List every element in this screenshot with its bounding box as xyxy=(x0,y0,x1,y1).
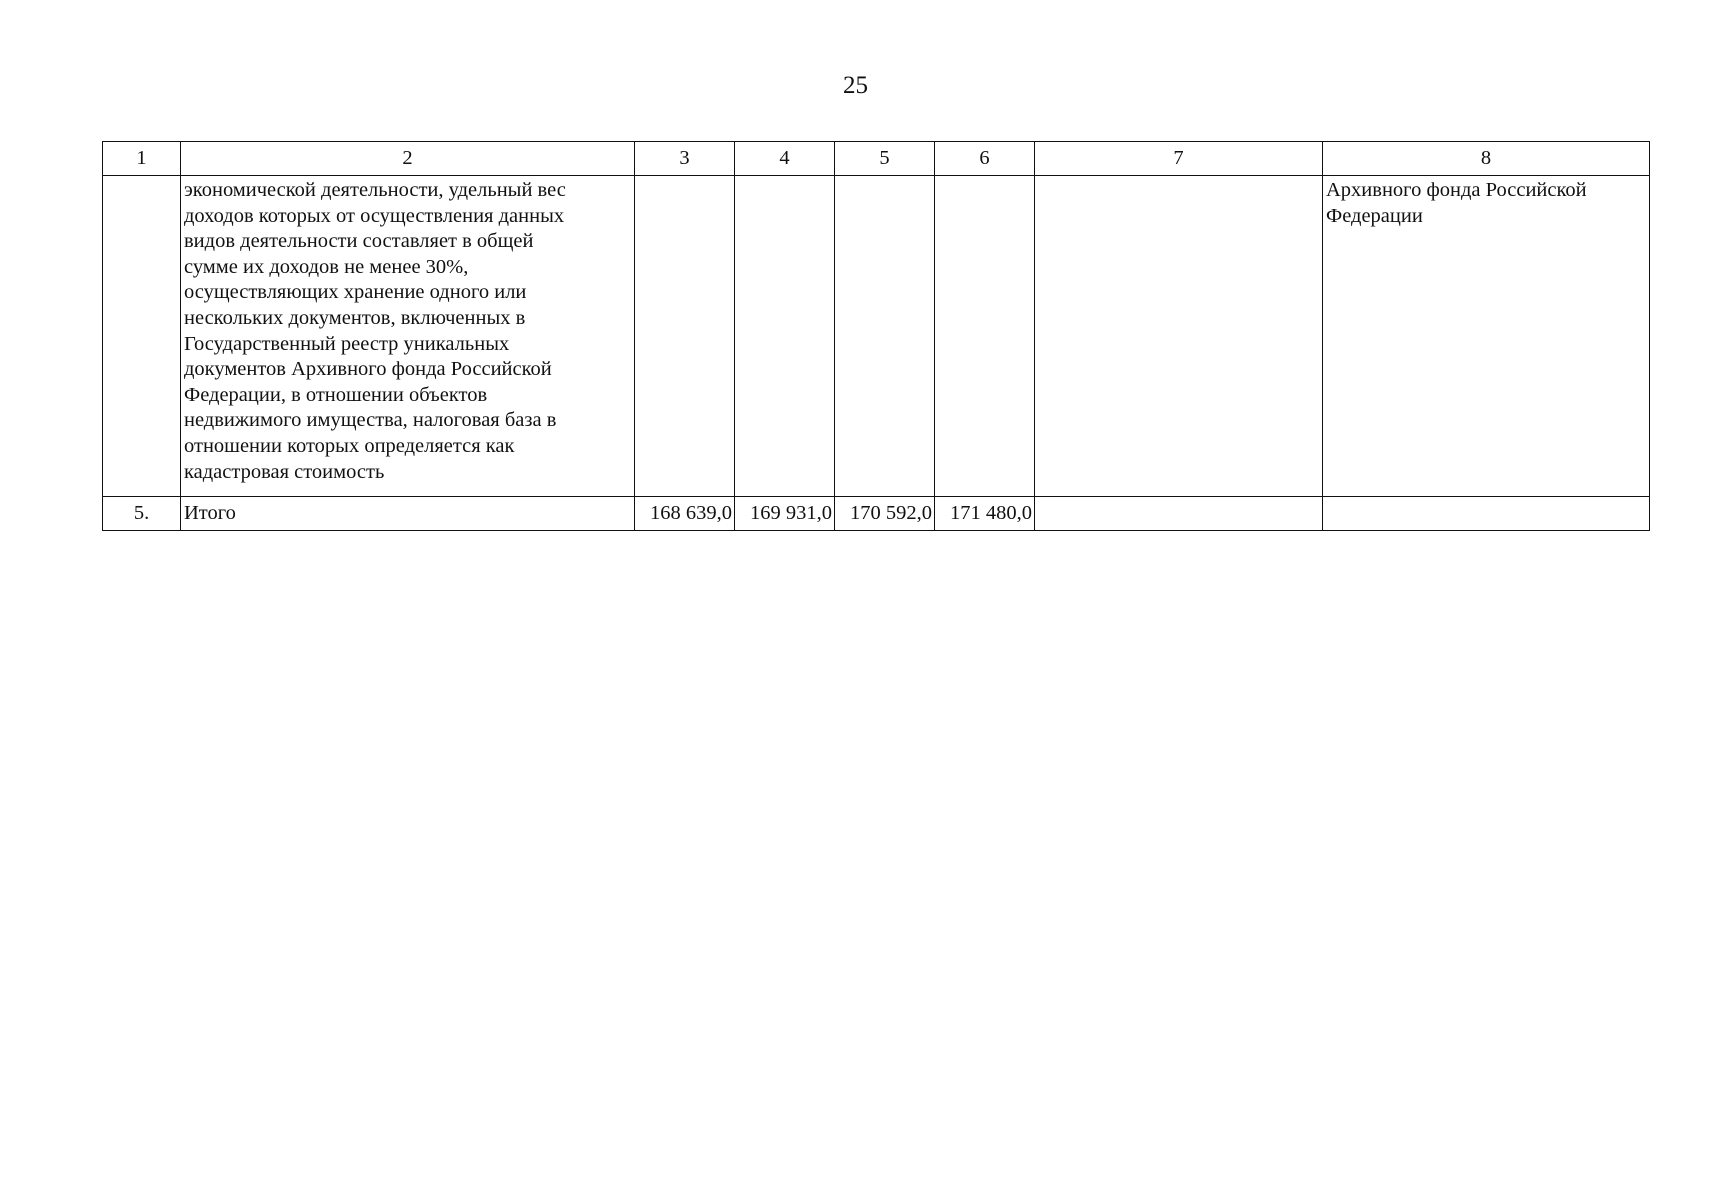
row-cell-7 xyxy=(1035,176,1323,497)
row-cell-8 xyxy=(1323,176,1650,497)
row-value-cell-3 xyxy=(635,176,735,497)
page-number: 25 xyxy=(843,72,868,99)
description-line: сумме их доходов не менее 30%, xyxy=(184,255,469,278)
total-value-cell-3: 168 639,0 xyxy=(635,497,735,531)
row-value-cell-4 xyxy=(735,176,835,497)
table-row xyxy=(103,176,1650,497)
total-label-cell: Итого xyxy=(181,497,635,531)
budget-table xyxy=(102,141,1650,531)
header-cell-4: 4 xyxy=(735,142,835,176)
header-cell-8: 8 xyxy=(1323,142,1650,176)
total-value-cell-4: 169 931,0 xyxy=(735,497,835,531)
description-line: документов Архивного фонда Российской xyxy=(184,358,552,381)
row-value-cell-6 xyxy=(935,176,1035,497)
total-value-cell-5: 170 592,0 xyxy=(835,497,935,531)
description-line: осуществляющих хранение одного или xyxy=(184,281,527,304)
description-line: доходов которых от осуществления данных xyxy=(184,204,565,227)
header-cell-3: 3 xyxy=(635,142,735,176)
row-description-cell xyxy=(181,176,635,497)
description-line: Государственный реестр уникальных xyxy=(184,332,510,355)
total-number-cell: 5. xyxy=(103,497,181,531)
description-line: недвижимого имущества, налоговая база в xyxy=(184,409,557,432)
description-line: экономической деятельности, удельный вес xyxy=(184,179,566,201)
row-number-cell xyxy=(103,176,181,497)
description-line: отношении которых определяется как xyxy=(184,434,515,457)
header-cell-1: 1 xyxy=(103,142,181,176)
header-cell-7: 7 xyxy=(1035,142,1323,176)
header-cell-2: 2 xyxy=(181,142,635,176)
description-line: кадастровая стоимость xyxy=(184,460,385,483)
total-row xyxy=(103,497,1650,531)
col8-line: Федерации xyxy=(1326,204,1423,227)
col8-line: Архивного фонда Российской xyxy=(1326,179,1587,201)
row-value-cell-5 xyxy=(835,176,935,497)
description-line: нескольких документов, включенных в xyxy=(184,306,526,329)
total-value-cell-6: 171 480,0 xyxy=(935,497,1035,531)
table-header-row xyxy=(103,142,1650,176)
description-line: Федерации, в отношении объектов xyxy=(184,383,488,406)
total-cell-8 xyxy=(1323,497,1650,531)
header-cell-6: 6 xyxy=(935,142,1035,176)
description-line: видов деятельности составляет в общей xyxy=(184,230,534,253)
header-cell-5: 5 xyxy=(835,142,935,176)
total-cell-7 xyxy=(1035,497,1323,531)
